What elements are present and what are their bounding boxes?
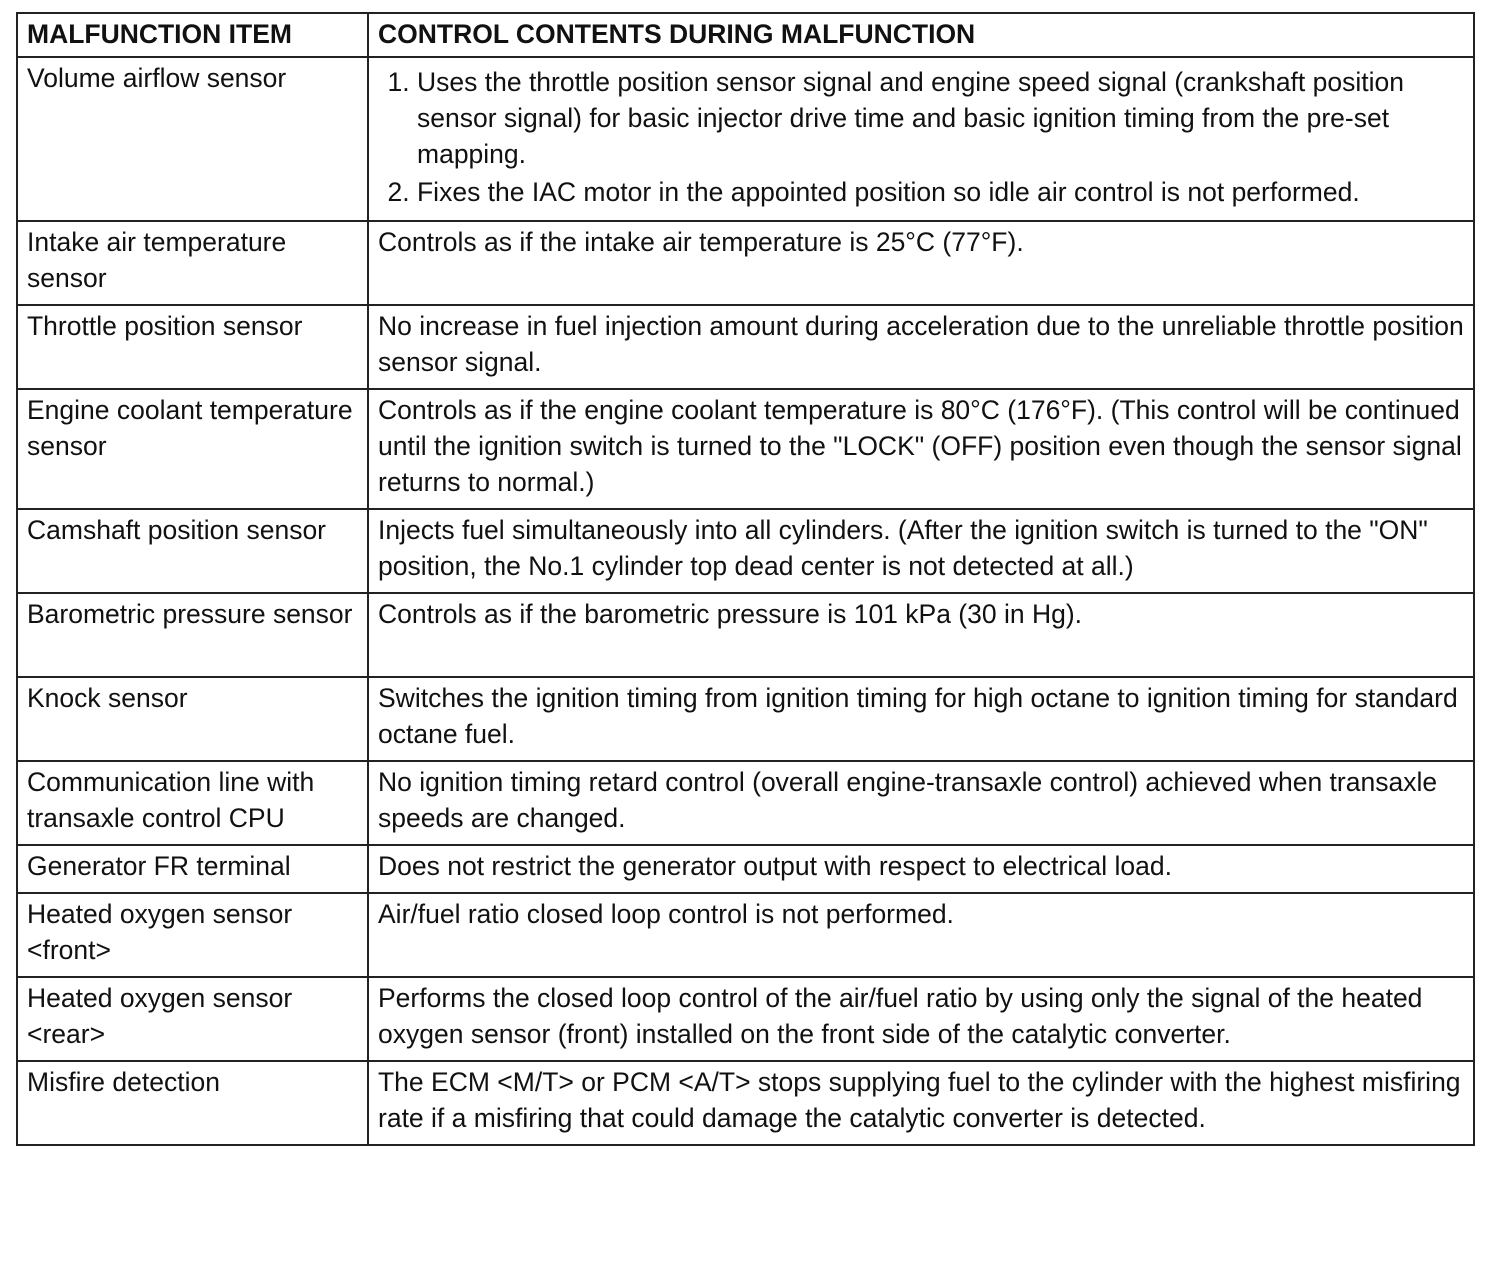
malfunction-item-cell: Engine coolant temperature sensor (17, 389, 368, 509)
malfunction-item-cell: Throttle position sensor (17, 305, 368, 389)
control-contents-cell: Controls as if the intake air temperature is 25°C (77°F). (368, 221, 1474, 305)
malfunction-item-cell: Heated oxygen sensor <front> (17, 893, 368, 977)
control-contents-cell: Switches the ignition timing from ignition timing for high octane to ignition timing for standard octane fuel. (368, 677, 1474, 761)
malfunction-item-cell: Knock sensor (17, 677, 368, 761)
malfunction-item-cell: Barometric pressure sensor (17, 593, 368, 677)
malfunction-item-cell: Volume airflow sensor (17, 57, 368, 221)
table-row (17, 761, 1474, 845)
table-row (17, 305, 1474, 389)
malfunction-item-cell: Misfire detection (17, 1061, 368, 1145)
header-row (17, 13, 1474, 57)
malfunction-item-cell: Camshaft position sensor (17, 509, 368, 593)
table-row (17, 845, 1474, 893)
column-header-contents: CONTROL CONTENTS DURING MALFUNCTION (368, 13, 1474, 57)
malfunction-item-cell: Intake air temperature sensor (17, 221, 368, 305)
control-contents-cell: Controls as if the barometric pressure is 101 kPa (30 in Hg). (368, 593, 1474, 677)
control-contents-cell: Does not restrict the generator output with respect to electrical load. (368, 845, 1474, 893)
control-contents-cell: No increase in fuel injection amount during acceleration due to the unreliable throttle position sensor signal. (368, 305, 1474, 389)
list-item: 2. Fixes the IAC motor in the appointed position so idle air control is not performed. (417, 174, 1465, 210)
control-contents-cell (368, 57, 1474, 221)
list-item: 1. Uses the throttle position sensor signal and engine speed signal (crankshaft position sensor signal) for basic injector drive time and basic ignition timing from the pre-set mapping. (417, 64, 1465, 172)
malfunction-item-cell: Heated oxygen sensor <rear> (17, 977, 368, 1061)
table-row (17, 221, 1474, 305)
malfunction-table-container (16, 12, 1473, 1146)
table-row (17, 57, 1474, 221)
control-contents-cell: No ignition timing retard control (overall engine-transaxle control) achieved when transaxle speeds are changed. (368, 761, 1474, 845)
malfunction-item-cell: Communication line with transaxle control CPU (17, 761, 368, 845)
table-row (17, 677, 1474, 761)
table-row (17, 389, 1474, 509)
column-header-item: MALFUNCTION ITEM (17, 13, 368, 57)
table-row (17, 509, 1474, 593)
table-row (17, 977, 1474, 1061)
table-row (17, 1061, 1474, 1145)
table-row (17, 893, 1474, 977)
malfunction-table (16, 12, 1475, 1146)
control-contents-cell: Air/fuel ratio closed loop control is not performed. (368, 893, 1474, 977)
control-contents-cell: The ECM <M/T> or PCM <A/T> stops supplying fuel to the cylinder with the highest misfiring rate if a misfiring that could damage the catalytic converter is detected. (368, 1061, 1474, 1145)
malfunction-item-cell: Generator FR terminal (17, 845, 368, 893)
control-contents-cell: Controls as if the engine coolant temperature is 80°C (176°F). (This control will be continued until the ignition switch is turned to the "LOCK" (OFF) position even though the sensor signal returns to normal.) (368, 389, 1474, 509)
control-contents-cell: Injects fuel simultaneously into all cylinders. (After the ignition switch is turned to the "ON" position, the No.1 cylinder top dead center is not detected at all.) (368, 509, 1474, 593)
table-row (17, 593, 1474, 677)
control-steps-list (378, 64, 1465, 210)
control-contents-cell: Performs the closed loop control of the air/fuel ratio by using only the signal of the heated oxygen sensor (front) installed on the front side of the catalytic converter. (368, 977, 1474, 1061)
